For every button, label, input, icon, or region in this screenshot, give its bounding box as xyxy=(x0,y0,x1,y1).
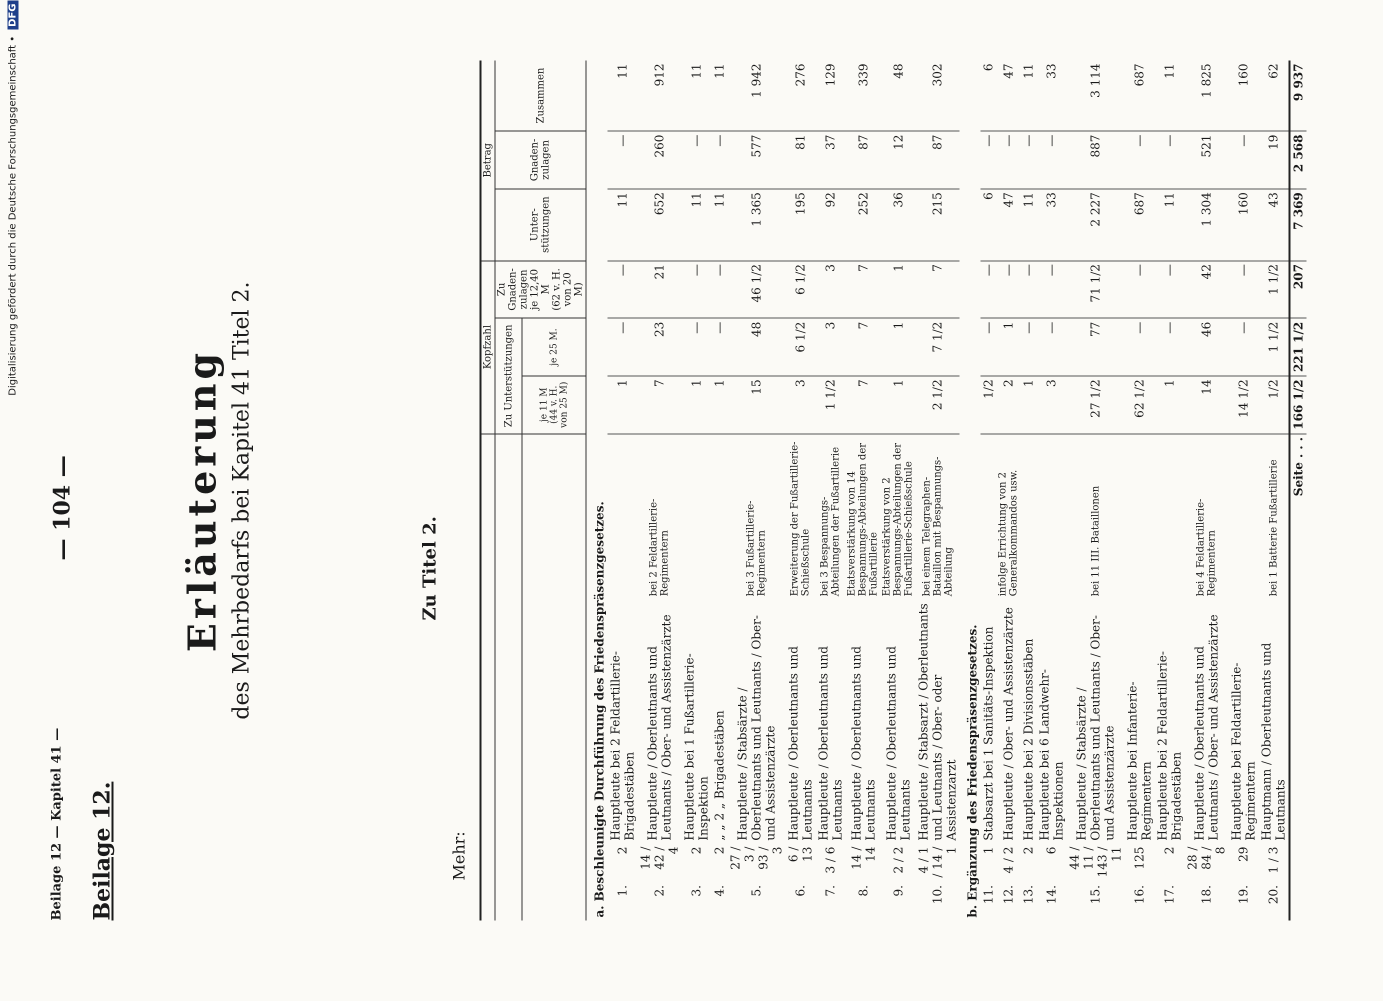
betrag-zusammen: 276 xyxy=(786,61,816,132)
table-row xyxy=(916,61,960,921)
betrag-gnaden: 81 xyxy=(786,131,816,189)
kopf-gnaden: — xyxy=(1021,261,1037,319)
betrag-unterst: 1 304 xyxy=(1185,189,1229,261)
kopf-gnaden: 7 xyxy=(846,261,881,319)
row-count: 3 / 6 xyxy=(823,846,838,874)
row-description: Hauptleute / Oberleutnants und Leutnants / Ober- und Assistenzärzte xyxy=(1192,614,1221,841)
table-row xyxy=(1185,61,1229,921)
betrag-zusammen: 3 114 xyxy=(1067,61,1125,132)
table-row xyxy=(981,61,997,921)
row-number: 2. xyxy=(652,885,667,897)
kopf-je25: 7 1/2 xyxy=(916,318,960,376)
total-k3: 207 xyxy=(1290,261,1307,319)
row-note xyxy=(1229,434,1259,600)
kopf-je11: 2 1/2 xyxy=(916,376,960,434)
betrag-gnaden: — xyxy=(1125,131,1155,189)
row-note: bei 4 Feldartillerie-Regimentern xyxy=(1195,498,1218,597)
row-count: 14 / 14 xyxy=(849,846,877,870)
row-number: 12. xyxy=(1001,885,1016,905)
row-number: 15. xyxy=(1088,885,1103,905)
betrag-zusammen: 339 xyxy=(846,61,881,132)
row-description: Stabsarzt bei 1 Sanitäts-Inspektion xyxy=(981,626,996,841)
kopf-je11: 7 xyxy=(846,376,881,434)
table-row xyxy=(1229,61,1259,921)
table-row xyxy=(1125,61,1155,921)
betrag-zusammen: 33 xyxy=(1037,61,1067,132)
betrag-gnaden: 12 xyxy=(881,131,916,189)
row-number: 14. xyxy=(1044,885,1059,905)
row-description: Hauptleute / Oberleutnants und Leutnants xyxy=(849,646,877,841)
betrag-zusammen: 912 xyxy=(638,61,682,132)
row-number: 13. xyxy=(1021,885,1036,905)
betrag-zusammen: 11 xyxy=(1155,61,1185,132)
row-description: Hauptmann / Oberleutnants und Leutnants xyxy=(1259,642,1288,841)
total-u: 7 369 xyxy=(1290,189,1307,261)
dfg-logo: DFG xyxy=(8,1,19,30)
betrag-gnaden: — xyxy=(1155,131,1185,189)
kopf-je25: — xyxy=(682,318,712,376)
table-body xyxy=(586,61,1307,921)
table-row xyxy=(1259,61,1290,921)
kopf-je11: 1 1/2 xyxy=(816,376,846,434)
kopf-je25: 1 xyxy=(881,318,916,376)
row-description: Hauptleute / Stabsarzt / Oberleutnants und Leutnants / Ober- oder Assistenzarzt xyxy=(916,603,959,841)
kopf-gnaden: 1 xyxy=(881,261,916,319)
kopf-je11: 2 xyxy=(997,376,1021,434)
kopf-je11: 1/2 xyxy=(981,376,997,434)
row-note xyxy=(981,434,997,600)
betrag-zusammen: 6 xyxy=(981,61,997,132)
betrag-unterst: 43 xyxy=(1259,189,1290,261)
kopf-je25: — xyxy=(608,318,638,376)
table-row xyxy=(728,61,786,921)
row-number: 3. xyxy=(689,885,704,897)
row-note: bei 1 Batterie Fußartillerie xyxy=(1268,459,1279,597)
kopf-je11: 3 xyxy=(1037,376,1067,434)
table-row xyxy=(712,61,728,921)
section-label: a. Beschleunigte Durchführung des Friedenspräsenzgesetzes. xyxy=(592,501,607,918)
betrag-gnaden: 260 xyxy=(638,131,682,189)
row-count: 6 xyxy=(1044,846,1059,855)
betrag-zusammen: 302 xyxy=(916,61,960,132)
kopf-je25: — xyxy=(1155,318,1185,376)
kopf-gnaden: — xyxy=(981,261,997,319)
page-number: — 104 — xyxy=(49,455,76,561)
betrag-unterst: 11 xyxy=(682,189,712,261)
page-title: Erläuterung xyxy=(179,348,225,653)
row-description: „ „ 2 „ Brigadestäben xyxy=(712,710,727,841)
zu-gnaden-header: Zu Gnaden-zulagen je 12,40 M (62 v. H. von 20 M) xyxy=(495,261,586,319)
row-number: 16. xyxy=(1132,885,1147,905)
rotated-page xyxy=(0,1,1383,1001)
row-count: 2 xyxy=(1162,846,1177,855)
row-count: 4 / 1 / 14 / 1 xyxy=(916,846,959,878)
row-count: 2 xyxy=(712,846,727,855)
betrag-zusammen: 47 xyxy=(997,61,1021,132)
kopf-je25: 1 1/2 xyxy=(1259,318,1290,376)
kopf-gnaden: — xyxy=(712,261,728,319)
kopf-gnaden: — xyxy=(608,261,638,319)
table-row xyxy=(682,61,712,921)
row-count: 28 / 84 / 8 xyxy=(1185,846,1228,870)
betrag-gnaden: — xyxy=(981,131,997,189)
betrag-gnaden: 887 xyxy=(1067,131,1125,189)
row-count: 2 / 2 xyxy=(891,846,905,874)
row-number: 6. xyxy=(793,885,808,897)
section-heading: Zu Titel 2. xyxy=(419,516,441,621)
row-note xyxy=(608,434,638,600)
betrag-zusammen: 687 xyxy=(1125,61,1155,132)
kopf-je25: — xyxy=(712,318,728,376)
row-note xyxy=(1021,434,1037,600)
table-row xyxy=(816,61,846,921)
row-description: Hauptleute bei 2 Divisionsstäben xyxy=(1021,638,1036,841)
row-description: Hauptleute / Oberleutnants und Leutnants xyxy=(816,646,845,841)
row-number: 18. xyxy=(1199,885,1214,905)
betrag-unterst: 36 xyxy=(881,189,916,261)
row-number: 11. xyxy=(981,885,996,905)
betrag-gnaden: — xyxy=(997,131,1021,189)
page-subtitle: des Mehrbedarfs bei Kapitel 41 Titel 2. xyxy=(229,281,255,720)
row-note xyxy=(1155,434,1185,600)
row-note: Etatsverstärkung von 2 Bespannungs-Abteilungen der Fußartillerie-Schießschule xyxy=(881,442,915,597)
betrag-unterst: 11 xyxy=(1155,189,1185,261)
row-description: Hauptleute bei 2 Feldartillerie-Brigadestäben xyxy=(608,651,637,841)
kopf-je11: 1 xyxy=(608,376,638,434)
row-count: 2 xyxy=(615,846,630,855)
betrag-gnaden: 521 xyxy=(1185,131,1229,189)
total-z: 9 937 xyxy=(1290,61,1307,132)
kopf-je25: — xyxy=(1229,318,1259,376)
row-number: 19. xyxy=(1236,885,1251,905)
row-note: bei 3 Bespannungs-Abteilungen der Fußartillerie xyxy=(819,446,842,597)
kopf-je11: 1/2 xyxy=(1259,376,1290,434)
kopf-je25: — xyxy=(981,318,997,376)
table-row xyxy=(608,61,638,921)
total-k1: 166 1/2 xyxy=(1290,376,1307,434)
row-note: bei einem Telegraphen-Bataillon mit Bespannungs-Abteilung xyxy=(921,456,954,597)
row-number: 7. xyxy=(823,885,838,897)
kopf-je25: 23 xyxy=(638,318,682,376)
total-g: 2 568 xyxy=(1290,131,1307,189)
row-description: Hauptleute bei 6 Landwehr-Inspektionen xyxy=(1037,669,1066,841)
betrag-unterst: 652 xyxy=(638,189,682,261)
betrag-zusammen: 11 xyxy=(682,61,712,132)
betrag-zusammen: 62 xyxy=(1259,61,1290,132)
row-description: Hauptleute bei 1 Fußartillerie-Inspektion xyxy=(682,653,711,841)
total-label: Seite . . . xyxy=(1290,434,1307,921)
kopf-je25: 1 xyxy=(997,318,1021,376)
kopf-je11: 15 xyxy=(728,376,786,434)
kopf-gnaden: 46 1/2 xyxy=(728,261,786,319)
kopf-gnaden: 6 1/2 xyxy=(786,261,816,319)
row-description: Hauptleute / Oberleutnants und Leutnants / Ober- und Assistenzärzte xyxy=(645,614,674,841)
total-row xyxy=(1290,61,1307,921)
betrag-zusammen: 1 942 xyxy=(728,61,786,132)
kopf-gnaden: — xyxy=(1125,261,1155,319)
row-description: Hauptleute bei Feldartillerie-Regimentern xyxy=(1229,662,1258,841)
kopf-gnaden: — xyxy=(682,261,712,319)
row-count: 44 / 11 / 143 / 11 xyxy=(1067,846,1124,878)
gnaden-header: Gnaden-zulagen xyxy=(495,131,586,189)
kopf-je25: 7 xyxy=(846,318,881,376)
row-note xyxy=(712,434,728,600)
betrag-unterst: 6 xyxy=(981,189,997,261)
row-description: Hauptleute / Oberleutnants und Leutnants xyxy=(884,646,912,841)
betrag-unterst: 215 xyxy=(916,189,960,261)
kopf-je25: — xyxy=(1125,318,1155,376)
betrag-unterst: 195 xyxy=(786,189,816,261)
betrag-zusammen: 1 825 xyxy=(1185,61,1229,132)
total-k2: 221 1/2 xyxy=(1290,318,1307,376)
betrag-unterst: 160 xyxy=(1229,189,1259,261)
row-note: Etatsverstärkung von 14 Bespannungs-Abteilungen der Fußartillerie xyxy=(846,442,880,597)
kopf-gnaden: 71 1/2 xyxy=(1067,261,1125,319)
kopf-gnaden: 3 xyxy=(816,261,846,319)
row-number: 9. xyxy=(891,885,905,897)
kopf-je11: 1 xyxy=(712,376,728,434)
kopf-je11: 62 1/2 xyxy=(1125,376,1155,434)
betrag-gnaden: — xyxy=(1037,131,1067,189)
header-left: Beilage 12 — Kapitel 41 — xyxy=(49,727,65,921)
row-description: Hauptleute bei 2 Feldartillerie-Brigadestäben xyxy=(1155,651,1184,841)
row-count: 2 xyxy=(689,846,704,855)
row-count: 4 / 2 xyxy=(1001,846,1016,874)
row-number: 17. xyxy=(1162,885,1177,905)
row-number: 1. xyxy=(615,885,630,897)
kopf-je11: 1 xyxy=(1155,376,1185,434)
betrag-gnaden: — xyxy=(608,131,638,189)
row-description: Hauptleute / Stabsärzte / Oberleutnants und Leutnants / Ober- und Assistenzärzte xyxy=(1074,615,1117,841)
betrag-unterst: 11 xyxy=(712,189,728,261)
unterst-header: Unter-stützungen xyxy=(495,189,586,261)
kopfzahl-header: Kopfzahl xyxy=(481,261,496,434)
section-label: b. Ergänzung des Friedenspräsenzgesetzes. xyxy=(965,624,980,918)
betrag-zusammen: 129 xyxy=(816,61,846,132)
betrag-unterst: 33 xyxy=(1037,189,1067,261)
kopf-je11: 14 1/2 xyxy=(1229,376,1259,434)
kopf-gnaden: 42 xyxy=(1185,261,1229,319)
kopf-je25: 77 xyxy=(1067,318,1125,376)
betrag-gnaden: 577 xyxy=(728,131,786,189)
row-count: 14 / 42 / 4 xyxy=(638,846,681,870)
row-count: 1 / 3 xyxy=(1266,846,1281,874)
row-count: 2 xyxy=(1021,846,1036,855)
betrag-unterst: 92 xyxy=(816,189,846,261)
row-description: Hauptleute bei Infanterie-Regimentern xyxy=(1125,681,1154,841)
betrag-gnaden: 37 xyxy=(816,131,846,189)
row-number: 8. xyxy=(856,885,870,897)
kopf-je25: 46 xyxy=(1185,318,1229,376)
row-number: 10. xyxy=(930,885,945,905)
table-row xyxy=(881,61,916,921)
row-number: 4. xyxy=(712,885,727,897)
kopf-je25: — xyxy=(1037,318,1067,376)
table-row xyxy=(786,61,816,921)
kopf-je11: 27 1/2 xyxy=(1067,376,1125,434)
je11-header: je 11 M (44 v. H. von 25 M) xyxy=(522,376,586,434)
row-note: Erweiterung der Fußartillerie-Schießschule xyxy=(789,441,812,597)
betrag-zusammen: 48 xyxy=(881,61,916,132)
kopf-je25: 48 xyxy=(728,318,786,376)
betrag-zusammen: 11 xyxy=(712,61,728,132)
zu-unterstuetzungen-header: Zu Unterstützungen xyxy=(495,318,522,433)
row-note: bei 2 Feldartillerie-Regimentern xyxy=(648,498,671,597)
data-table xyxy=(480,61,1307,921)
kopf-je25: — xyxy=(1021,318,1037,376)
betrag-unterst: 252 xyxy=(846,189,881,261)
kopf-je25: 3 xyxy=(816,318,846,376)
betrag-zusammen: 160 xyxy=(1229,61,1259,132)
row-count: 27 / 3 / 93 / 3 xyxy=(728,846,785,870)
betrag-gnaden: 87 xyxy=(916,131,960,189)
betrag-zusammen: 11 xyxy=(608,61,638,132)
kopf-je11: 1 xyxy=(682,376,712,434)
zusammen-header: Zusammen xyxy=(495,61,586,132)
stamp-text: Digitalisierung gefördert durch die Deutsche Forschungsgemeinschaft • xyxy=(7,35,19,396)
betrag-gnaden: — xyxy=(1229,131,1259,189)
kopf-gnaden: — xyxy=(1229,261,1259,319)
row-note: bei 11 III. Bataillonen xyxy=(1090,485,1101,597)
beilage-title: Beilage 12. xyxy=(89,781,116,921)
row-number: 20. xyxy=(1266,885,1281,905)
table-row xyxy=(997,61,1021,921)
betrag-unterst: 11 xyxy=(1021,189,1037,261)
kopf-gnaden: — xyxy=(1037,261,1067,319)
betrag-gnaden: 87 xyxy=(846,131,881,189)
betrag-zusammen: 11 xyxy=(1021,61,1037,132)
betrag-unterst: 2 227 xyxy=(1067,189,1125,261)
section-row xyxy=(586,61,608,921)
je25-header: je 25 M. xyxy=(522,318,586,376)
betrag-header: Betrag xyxy=(481,61,496,261)
kopf-gnaden: 1 1/2 xyxy=(1259,261,1290,319)
row-count: 6 / 13 xyxy=(786,846,815,863)
table-row xyxy=(1067,61,1125,921)
betrag-gnaden: 19 xyxy=(1259,131,1290,189)
table-row xyxy=(1155,61,1185,921)
betrag-unterst: 47 xyxy=(997,189,1021,261)
table-row xyxy=(1021,61,1037,921)
betrag-gnaden: — xyxy=(1021,131,1037,189)
row-note xyxy=(682,434,712,600)
row-note xyxy=(1037,434,1067,600)
kopf-gnaden: — xyxy=(1155,261,1185,319)
table-row xyxy=(638,61,682,921)
betrag-gnaden: — xyxy=(712,131,728,189)
row-description: Hauptleute / Stabsärzte / Oberleutnants und Leutnants / Ober- und Assistenzärzte xyxy=(735,615,778,841)
betrag-gnaden: — xyxy=(682,131,712,189)
betrag-unterst: 687 xyxy=(1125,189,1155,261)
kopf-je11: 3 xyxy=(786,376,816,434)
row-count: 29 xyxy=(1236,846,1251,862)
row-number: 5. xyxy=(749,885,764,897)
kopf-je25: 6 1/2 xyxy=(786,318,816,376)
row-description: Hauptleute / Ober- und Assistenzärzte xyxy=(1001,607,1016,841)
section-row xyxy=(960,61,981,921)
betrag-unterst: 1 365 xyxy=(728,189,786,261)
kopf-gnaden: — xyxy=(997,261,1021,319)
table-row xyxy=(1037,61,1067,921)
kopf-gnaden: 21 xyxy=(638,261,682,319)
row-count: 1 xyxy=(981,846,996,855)
betrag-unterst: 11 xyxy=(608,189,638,261)
kopf-je11: 1 xyxy=(1021,376,1037,434)
mehr-label: Mehr: xyxy=(449,831,469,881)
dfg-stamp xyxy=(8,1,19,396)
kopf-gnaden: 7 xyxy=(916,261,960,319)
table-row xyxy=(846,61,881,921)
row-description: Hauptleute / Oberleutnants und Leutnants xyxy=(786,646,815,841)
row-note: infolge Errichtung von 2 Generalkommandos usw. xyxy=(997,469,1020,597)
kopf-je11: 14 xyxy=(1185,376,1229,434)
row-count: 125 xyxy=(1132,846,1147,870)
row-note xyxy=(1125,434,1155,600)
row-note: bei 3 Fußartillerie-Regimentern xyxy=(745,500,768,597)
kopf-je11: 7 xyxy=(638,376,682,434)
kopf-je11: 1 xyxy=(881,376,916,434)
